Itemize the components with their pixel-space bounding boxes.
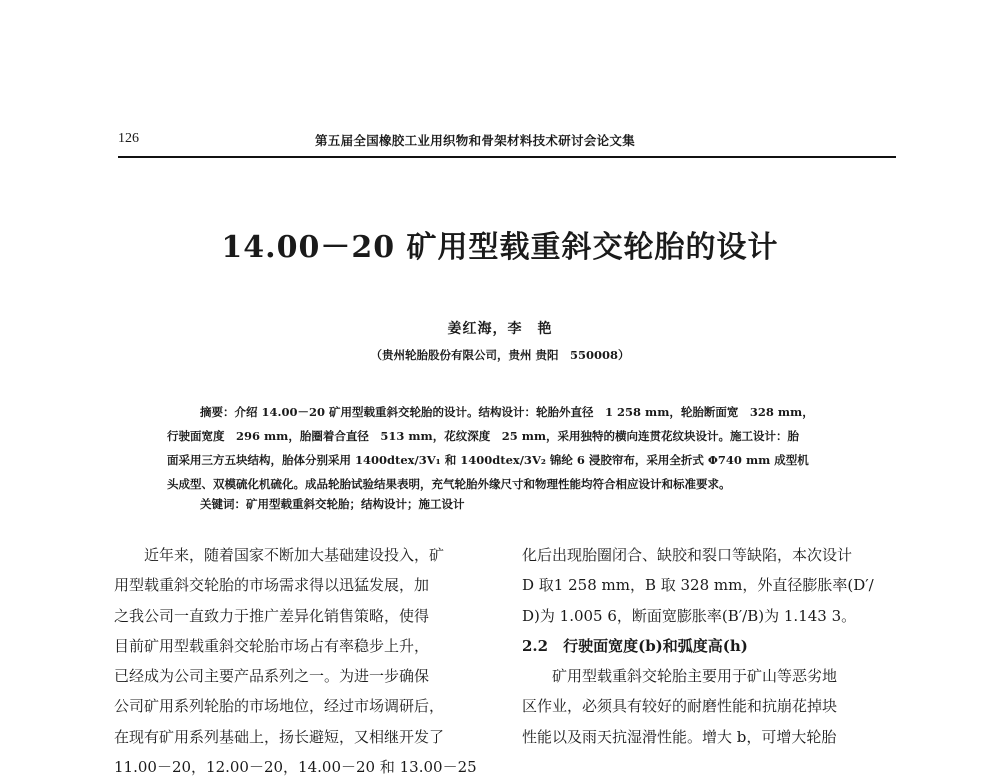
body-text-line: 之我公司一直致力于推广差异化销售策略，使得: [114, 606, 430, 625]
keywords: 关键词：矿用型载重斜交轮胎；结构设计；施工设计: [200, 497, 465, 511]
section-heading: 2.2 行驶面宽度(b)和弧度高(h): [522, 636, 748, 655]
body-text-line: 目前矿用型载重斜交轮胎市场占有率稳步上升，: [114, 636, 430, 655]
body-text-line: 化后出现胎圈闭合、缺胶和裂口等缺陷，本次设计: [522, 546, 853, 564]
header-rule: [118, 156, 896, 158]
body-right-column: [522, 540, 900, 752]
body-text-line: D 取1 258 mm，B 取 328 mm，外直径膨胀率(D′/: [522, 576, 874, 595]
abstract-line: 面采用三方五块结构，胎体分别采用 1400dtex/3V₁ 和 1400dtex/3V₂ 锦纶 6 浸胶帘布，采用全折式 Φ740 mm 成型机: [167, 453, 809, 467]
abstract-line: 头成型、双模硫化机硫化。成品轮胎试验结果表明，充气轮胎外缘尺寸和物理性能均符合相应设计和标准要求。: [167, 477, 731, 491]
body-left-column: [114, 540, 494, 782]
affiliation: （贵州轮胎股份有限公司，贵州 贵阳 550008）: [370, 348, 630, 362]
body-text-line: 性能以及雨天抗湿滑性能。增大 b，可增大轮胎: [522, 727, 837, 746]
page-number: 126: [118, 131, 139, 146]
body-text-line: 公司矿用系列轮胎的市场地位，经过市场调研后，: [114, 697, 445, 716]
body-text-line: 在现有矿用系列基础上，扬长避短，又相继开发了: [114, 727, 445, 746]
body-text-line: 用型载重斜交轮胎的市场需求得以迅猛发展，加: [114, 576, 430, 595]
abstract: [167, 400, 849, 496]
body-text-line: 11.00－20，12.00－20，14.00－20 和 13.00－25: [114, 758, 477, 777]
journal-title: 第五届全国橡胶工业用织物和骨架材料技术研讨会论文集: [315, 133, 636, 148]
body-text-line: 近年来，随着国家不断加大基础建设投入，矿: [144, 546, 445, 564]
paper-title: 14.00－20 矿用型载重斜交轮胎的设计: [221, 230, 779, 265]
body-text-line: 已经成为公司主要产品系列之一。为进一步确保: [114, 667, 430, 686]
running-header: [118, 131, 896, 153]
abstract-line: 摘要：介绍 14.00－20 矿用型载重斜交轮胎的设计。结构设计：轮胎外直径 1 258 mm，轮胎断面宽 328 mm，: [200, 405, 814, 419]
body-text-line: 区作业，必须具有较好的耐磨性能和抗崩花掉块: [522, 697, 838, 716]
authors: 姜红海，李 艳: [447, 321, 553, 337]
body-text-line: 矿用型载重斜交轮胎主要用于矿山等恶劣地: [552, 667, 838, 686]
body-text-line: D)为 1.005 6，断面宽膨胀率(B′/B)为 1.143 3。: [522, 606, 857, 625]
abstract-line: 行驶面宽度 296 mm，胎圈着合直径 513 mm，花纹深度 25 mm，采用独特的横向连贯花纹块设计。施工设计：胎: [167, 429, 800, 443]
